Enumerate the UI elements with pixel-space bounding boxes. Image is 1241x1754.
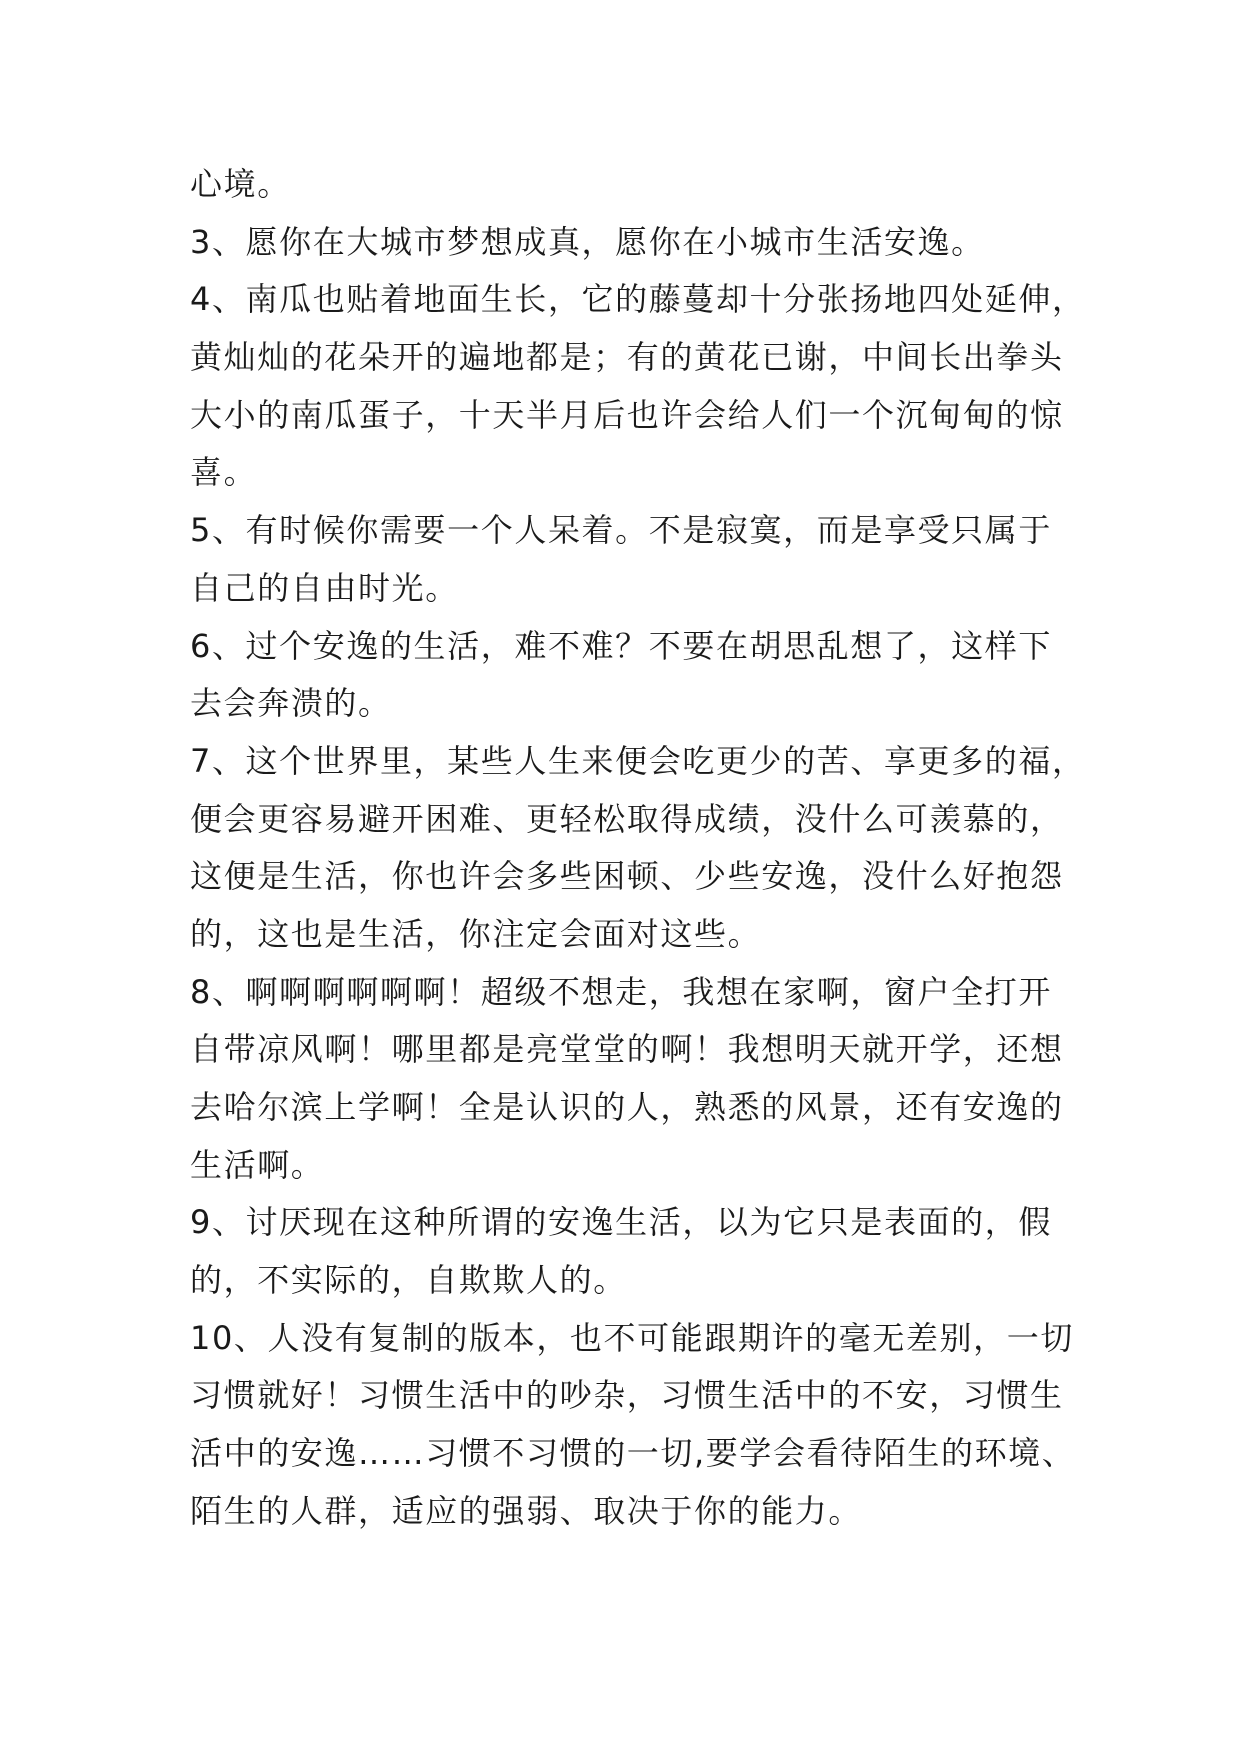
text-line: 大小的南瓜蛋子，十天半月后也许会给人们一个沉甸甸的惊	[190, 395, 1064, 434]
text-line: 6、过个安逸的生活，难不难？不要在胡思乱想了，这样下	[190, 626, 1052, 665]
text-line: 9、讨厌现在这种所谓的安逸生活，以为它只是表面的，假	[190, 1203, 1052, 1242]
text-line: 黄灿灿的花朵开的遍地都是；有的黄花已谢，中间长出拳头	[190, 338, 1064, 377]
text-line: 7、这个世界里，某些人生来便会吃更少的苦、享更多的福，	[190, 741, 1086, 780]
text-line: 这便是生活，你也许会多些困顿、少些安逸，没什么好抱怨	[190, 857, 1064, 896]
document-body	[190, 156, 1086, 1541]
text-line: 4、南瓜也贴着地面生长，它的藤蔓却十分张扬地四处延伸，	[190, 280, 1086, 319]
text-line: 活中的安逸……习惯不习惯的一切,要学会看待陌生的环境、	[190, 1434, 1076, 1473]
text-line: 心境。	[190, 165, 291, 203]
text-line: 陌生的人群，适应的强弱、取决于你的能力。	[190, 1491, 863, 1530]
text-line: 的，这也是生活，你注定会面对这些。	[190, 914, 762, 953]
text-line: 去哈尔滨上学啊！全是认识的人，熟悉的风景，还有安逸的	[190, 1088, 1064, 1126]
text-line: 8、啊啊啊啊啊啊！超级不想走，我想在家啊，窗户全打开	[190, 972, 1052, 1011]
text-line: 5、有时候你需要一个人呆着。不是寂寞，而是享受只属于	[190, 511, 1052, 550]
text-line: 喜。	[190, 453, 258, 492]
text-line: 生活啊。	[190, 1145, 325, 1184]
text-line: 习惯就好！习惯生活中的吵杂，习惯生活中的不安，习惯生	[190, 1376, 1064, 1415]
text-line: 去会奔溃的。	[190, 684, 392, 723]
text-line: 便会更容易避开困难、更轻松取得成绩，没什么可羡慕的，	[190, 799, 1064, 838]
text-line: 10、人没有复制的版本，也不可能跟期许的毫无差别，一切	[190, 1318, 1074, 1357]
text-line: 的，不实际的，自欺欺人的。	[190, 1261, 627, 1300]
text-line: 3、愿你在大城市梦想成真，愿你在小城市生活安逸。	[190, 222, 985, 261]
text-line: 自带凉风啊！哪里都是亮堂堂的啊！我想明天就开学，还想	[190, 1030, 1064, 1069]
text-line: 自己的自由时光。	[190, 568, 459, 607]
